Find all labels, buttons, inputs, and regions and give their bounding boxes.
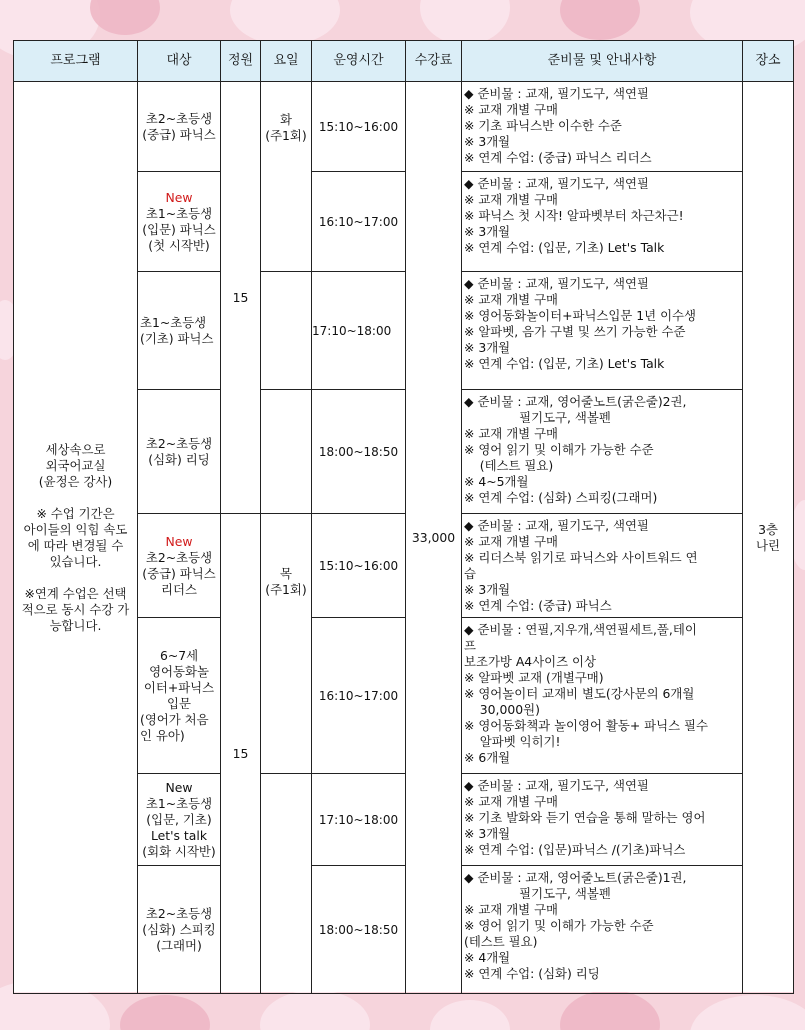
info-line: ※ 파닉스 첫 시작! 알파벳부터 차근차근! xyxy=(464,208,684,223)
day-label: 화 xyxy=(280,112,292,127)
info-line: ※ 연계 수업: (입문, 기초) Let's Talk xyxy=(464,240,665,255)
day-cell-tue xyxy=(261,82,312,272)
target-line: (첫 시작반) xyxy=(148,237,210,253)
info-line: ※ 4~5개월 xyxy=(464,474,529,489)
info-line: 프 xyxy=(464,638,476,653)
header-target: 대상 xyxy=(138,41,221,82)
target-line: Let's talk xyxy=(150,827,208,843)
target-line: 입문 xyxy=(167,695,191,711)
program-line: 외국어교실 xyxy=(45,457,106,473)
info-line: ※ 알파벳 교재 (개별구매) xyxy=(464,670,604,685)
info-cell xyxy=(462,774,743,866)
info-line: ※ 3개월 xyxy=(464,224,511,239)
target-line: (입문) 파닉스 xyxy=(142,221,216,237)
header-row xyxy=(14,41,794,82)
info-line: ※ 기초 발화와 듣기 연습을 통해 말하는 영어 xyxy=(464,810,706,825)
target-cell xyxy=(138,172,221,272)
info-line: ※ 영어 읽기 및 이해가 가능한 수준 xyxy=(464,442,654,457)
target-line: (입문, 기초) xyxy=(146,811,212,827)
info-line: ※ 3개월 xyxy=(464,134,511,149)
info-line: ◆ 준비물 : 교재, 필기도구, 색연필 xyxy=(464,518,649,533)
header-capacity: 정원 xyxy=(221,41,261,82)
day-cell-thu xyxy=(261,514,312,774)
info-line: ※ 3개월 xyxy=(464,582,511,597)
target-cell xyxy=(138,774,221,866)
target-line: 초2~초등생 xyxy=(145,549,213,565)
place-cell xyxy=(743,82,794,994)
header-place: 장소 xyxy=(743,41,794,82)
info-line: ※ 연계 수업: (중급) 파닉스 리더스 xyxy=(464,150,652,165)
info-line: ※ 6개월 xyxy=(464,750,511,765)
day-label: 목 xyxy=(280,566,292,581)
program-line: 아이들의 익힘 속도 xyxy=(23,521,128,537)
info-cell xyxy=(462,172,743,272)
info-line: ※ 연계 수업: (입문, 기초) Let's Talk xyxy=(464,356,665,371)
target-cell xyxy=(138,618,221,774)
header-fee: 수강료 xyxy=(406,41,462,82)
info-line: ※ 기초 파닉스반 이수한 수준 xyxy=(464,118,622,133)
target-line: 인 유아) xyxy=(140,727,185,743)
program-line: 적으로 동시 수강 가 xyxy=(21,601,130,617)
target-cell xyxy=(138,514,221,618)
info-line: ※ 연계 수업: (심화) 리딩 xyxy=(464,966,600,981)
program-line: ※연계 수업은 선택 xyxy=(24,585,127,601)
program-line: (윤정은 강사) xyxy=(38,473,113,489)
program-cell xyxy=(14,82,138,994)
info-line: ※ 교재 개별 구매 xyxy=(464,534,559,549)
time-cell: 17:10~18:00 xyxy=(312,774,406,866)
capacity-cell: 15 xyxy=(221,514,261,994)
capacity-cell: 15 xyxy=(221,82,261,514)
table-row xyxy=(14,82,794,172)
target-line: (그래머) xyxy=(156,937,202,953)
time-cell: 17:10~18:00 xyxy=(312,272,406,390)
day-frequency: (주1회) xyxy=(265,128,307,143)
program-line: ※ 수업 기간은 xyxy=(36,505,115,521)
target-cell xyxy=(138,82,221,172)
target-line: 초1~초등생 xyxy=(140,314,207,330)
info-line: ◆ 준비물 : 교재, 필기도구, 색연필 xyxy=(464,86,649,101)
info-line: 필기도구, 색볼펜 xyxy=(464,886,611,901)
time-cell: 18:00~18:50 xyxy=(312,390,406,514)
info-cell xyxy=(462,514,743,618)
day-cell-empty xyxy=(261,390,312,514)
target-line: (영어가 처음 xyxy=(140,711,209,727)
info-line: ◆ 준비물 : 교재, 영어줄노트(굵은줄)1권, xyxy=(464,870,687,885)
info-cell xyxy=(462,82,743,172)
new-badge: New xyxy=(165,533,193,549)
new-badge: New xyxy=(165,189,193,205)
info-line: ※ 4개월 xyxy=(464,950,511,965)
info-cell xyxy=(462,390,743,514)
target-line: New xyxy=(165,779,193,795)
target-line: 초1~초등생 xyxy=(145,795,213,811)
place-line: 나린 xyxy=(756,537,780,553)
target-cell xyxy=(138,390,221,514)
time-cell: 15:10~16:00 xyxy=(312,82,406,172)
target-line: 초1~초등생 xyxy=(145,205,213,221)
day-cell-empty xyxy=(261,774,312,994)
day-frequency: (주1회) xyxy=(265,582,307,597)
time-cell: 16:10~17:00 xyxy=(312,618,406,774)
time-cell: 18:00~18:50 xyxy=(312,866,406,994)
info-line: ※ 3개월 xyxy=(464,826,511,841)
target-line: 이터+파닉스 xyxy=(143,679,215,695)
info-line: ※ 교재 개별 구매 xyxy=(464,794,559,809)
info-line: ◆ 준비물 : 교재, 필기도구, 색연필 xyxy=(464,276,649,291)
target-line: (심화) 스피킹 xyxy=(142,921,216,937)
info-line: ※ 교재 개별 구매 xyxy=(464,292,559,307)
info-line: ※ 리더스북 읽기로 파닉스와 사이트워드 연 xyxy=(464,550,698,565)
header-day: 요일 xyxy=(261,41,312,82)
header-time: 운영시간 xyxy=(312,41,406,82)
header-info: 준비물 및 안내사항 xyxy=(462,41,743,82)
program-line: 세상속으로 xyxy=(45,441,106,457)
info-line: ※ 연계 수업: (입문)파닉스 /(기초)파닉스 xyxy=(464,842,686,857)
info-line: ※ 알파벳, 음가 구별 및 쓰기 가능한 수준 xyxy=(464,324,686,339)
info-line: 30,000원) xyxy=(464,702,540,717)
target-line: (중급) 파닉스 xyxy=(142,126,216,142)
info-line: ※ 3개월 xyxy=(464,340,511,355)
info-line: ◆ 준비물 : 연필,지우개,색연필세트,풀,테이 xyxy=(464,622,697,637)
info-line: ※ 교재 개별 구매 xyxy=(464,102,559,117)
info-line: ※ 연계 수업: (중급) 파닉스 xyxy=(464,598,612,613)
info-line: 습 xyxy=(464,566,476,581)
info-line: 보조가방 A4사이즈 이상 xyxy=(464,654,596,669)
info-line: ※ 교재 개별 구매 xyxy=(464,426,559,441)
info-line: ◆ 준비물 : 교재, 필기도구, 색연필 xyxy=(464,176,649,191)
target-line: (심화) 리딩 xyxy=(148,451,210,467)
target-line: 초2~초등생 xyxy=(145,435,213,451)
info-line: 필기도구, 색볼펜 xyxy=(464,410,611,425)
info-line: ※ 영어 읽기 및 이해가 가능한 수준 xyxy=(464,918,654,933)
info-cell xyxy=(462,618,743,774)
info-line: ※ 교재 개별 구매 xyxy=(464,192,559,207)
target-cell xyxy=(138,272,221,390)
target-line: (회화 시작반) xyxy=(142,843,216,859)
target-line: 초2~초등생 xyxy=(145,110,213,126)
target-line: 6~7세 xyxy=(159,647,199,663)
info-line: ◆ 준비물 : 교재, 영어줄노트(굵은줄)2권, xyxy=(464,394,687,409)
target-line: (중급) 파닉스 xyxy=(142,565,216,581)
program-line: 있습니다. xyxy=(49,553,102,569)
program-line: 에 따라 변경될 수 xyxy=(27,537,124,553)
info-cell xyxy=(462,866,743,994)
info-line: ※ 영어동화놀이터+파닉스입문 1년 이수생 xyxy=(464,308,696,323)
info-line: (테스트 필요) xyxy=(464,934,538,949)
info-line: ※ 영어놀이터 교재비 별도(강사문의 6개월 xyxy=(464,686,695,701)
time-cell: 16:10~17:00 xyxy=(312,172,406,272)
target-line: (기초) 파닉스 xyxy=(140,330,214,346)
day-cell-empty xyxy=(261,272,312,390)
info-line: ※ 교재 개별 구매 xyxy=(464,902,559,917)
target-line: 초2~초등생 xyxy=(145,905,213,921)
fee-cell: 33,000 xyxy=(406,82,462,994)
info-line: ※ 연계 수업: (심화) 스피킹(그래머) xyxy=(464,490,658,505)
info-line: (테스트 필요) xyxy=(464,458,554,473)
class-schedule-table xyxy=(13,40,794,994)
header-program: 프로그램 xyxy=(14,41,138,82)
program-line: 능합니다. xyxy=(49,617,102,633)
place-line: 3층 xyxy=(758,521,778,537)
target-cell xyxy=(138,866,221,994)
info-line: ◆ 준비물 : 교재, 필기도구, 색연필 xyxy=(464,778,649,793)
target-line: 영어동화놀 xyxy=(149,663,209,679)
info-line: ※ 영어동화책과 놀이영어 활동+ 파닉스 필수 xyxy=(464,718,708,733)
target-line: 리더스 xyxy=(161,581,197,597)
info-line: 알파벳 익히기! xyxy=(464,734,561,749)
time-cell: 15:10~16:00 xyxy=(312,514,406,618)
info-cell xyxy=(462,272,743,390)
